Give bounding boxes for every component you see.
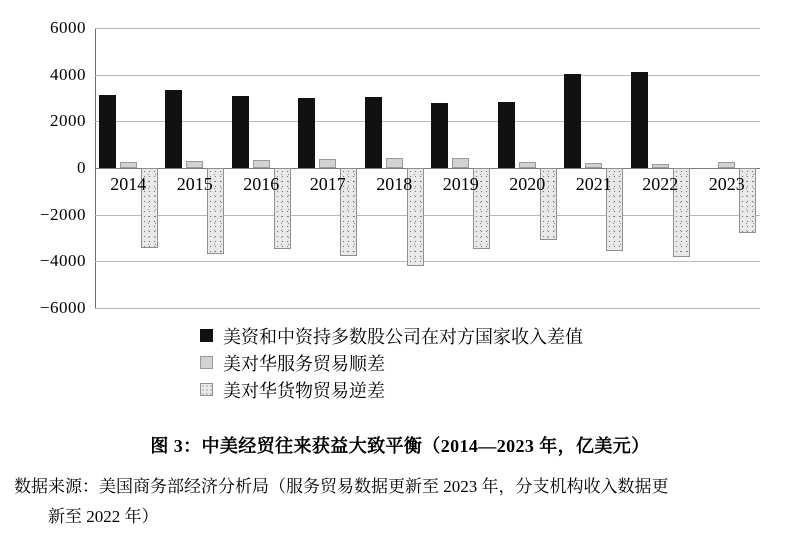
bar — [365, 97, 382, 168]
category-column — [694, 28, 761, 308]
legend-swatch — [200, 356, 213, 369]
y-axis-tick-label: −2000 — [39, 204, 86, 224]
bar — [319, 159, 336, 168]
category-column — [95, 28, 162, 308]
source-line-1: 数据来源：美国商务部经济分析局（服务贸易数据更新至 2023 年，分支机构收入数据更 — [14, 477, 669, 496]
x-axis-tick-label: 2018 — [376, 174, 413, 194]
category-column — [428, 28, 495, 308]
category-column — [228, 28, 295, 308]
bar — [186, 161, 203, 168]
category-column — [295, 28, 362, 308]
y-axis-tick-label: 6000 — [50, 18, 86, 37]
figure-source — [14, 472, 786, 532]
chart-legend — [200, 322, 720, 403]
category-column — [361, 28, 428, 308]
category-column — [162, 28, 229, 308]
bar — [631, 72, 648, 168]
bar — [386, 158, 403, 168]
category-group — [95, 28, 760, 308]
legend-swatch — [200, 383, 213, 396]
y-axis-tick-label: −4000 — [39, 251, 86, 271]
x-axis-tick-label: 2014 — [110, 174, 147, 194]
bar — [564, 74, 581, 169]
legend-item — [200, 349, 720, 376]
x-axis-tick-label: 2019 — [442, 174, 479, 194]
legend-swatch — [200, 329, 213, 342]
bar — [120, 162, 137, 168]
x-axis-tick-label: 2016 — [243, 174, 280, 194]
bar — [431, 103, 448, 168]
x-axis-tick-label: 2022 — [642, 174, 679, 194]
category-column — [494, 28, 561, 308]
bar — [519, 162, 536, 168]
bar — [298, 98, 315, 168]
bar — [718, 162, 735, 168]
gridline — [95, 308, 760, 309]
y-axis-tick-label: 4000 — [50, 64, 86, 84]
legend-item — [200, 322, 720, 349]
y-axis-tick-label: 2000 — [50, 111, 86, 131]
bar — [165, 90, 182, 168]
plot-area — [39, 18, 760, 317]
x-axis-tick-label: 2015 — [176, 174, 213, 194]
figure-caption: 图 3：中美经贸往来获益大致平衡（2014—2023 年，亿美元） — [150, 436, 650, 456]
bar — [452, 158, 469, 168]
bar — [585, 163, 602, 168]
x-axis-tick-label: 2023 — [708, 174, 745, 194]
x-axis-tick-label: 2017 — [309, 174, 346, 194]
bar — [99, 95, 116, 169]
y-axis-tick-label: −6000 — [39, 298, 86, 317]
x-axis-tick-label: 2020 — [509, 174, 546, 194]
source-line-2: 新至 2022 年） — [48, 507, 159, 526]
bar — [652, 164, 669, 168]
bar — [253, 160, 270, 168]
legend-label: 美对华服务贸易顺差 — [223, 353, 385, 374]
legend-item — [200, 376, 720, 403]
legend-label: 美对华货物贸易逆差 — [223, 380, 385, 401]
category-column — [627, 28, 694, 308]
bar — [232, 96, 249, 168]
bar — [498, 102, 515, 168]
category-column — [561, 28, 628, 308]
legend-label: 美资和中资持多数股公司在对方国家收入差值 — [223, 326, 583, 347]
x-axis-tick-label: 2021 — [575, 174, 612, 194]
y-axis-tick-label: 0 — [77, 158, 86, 177]
